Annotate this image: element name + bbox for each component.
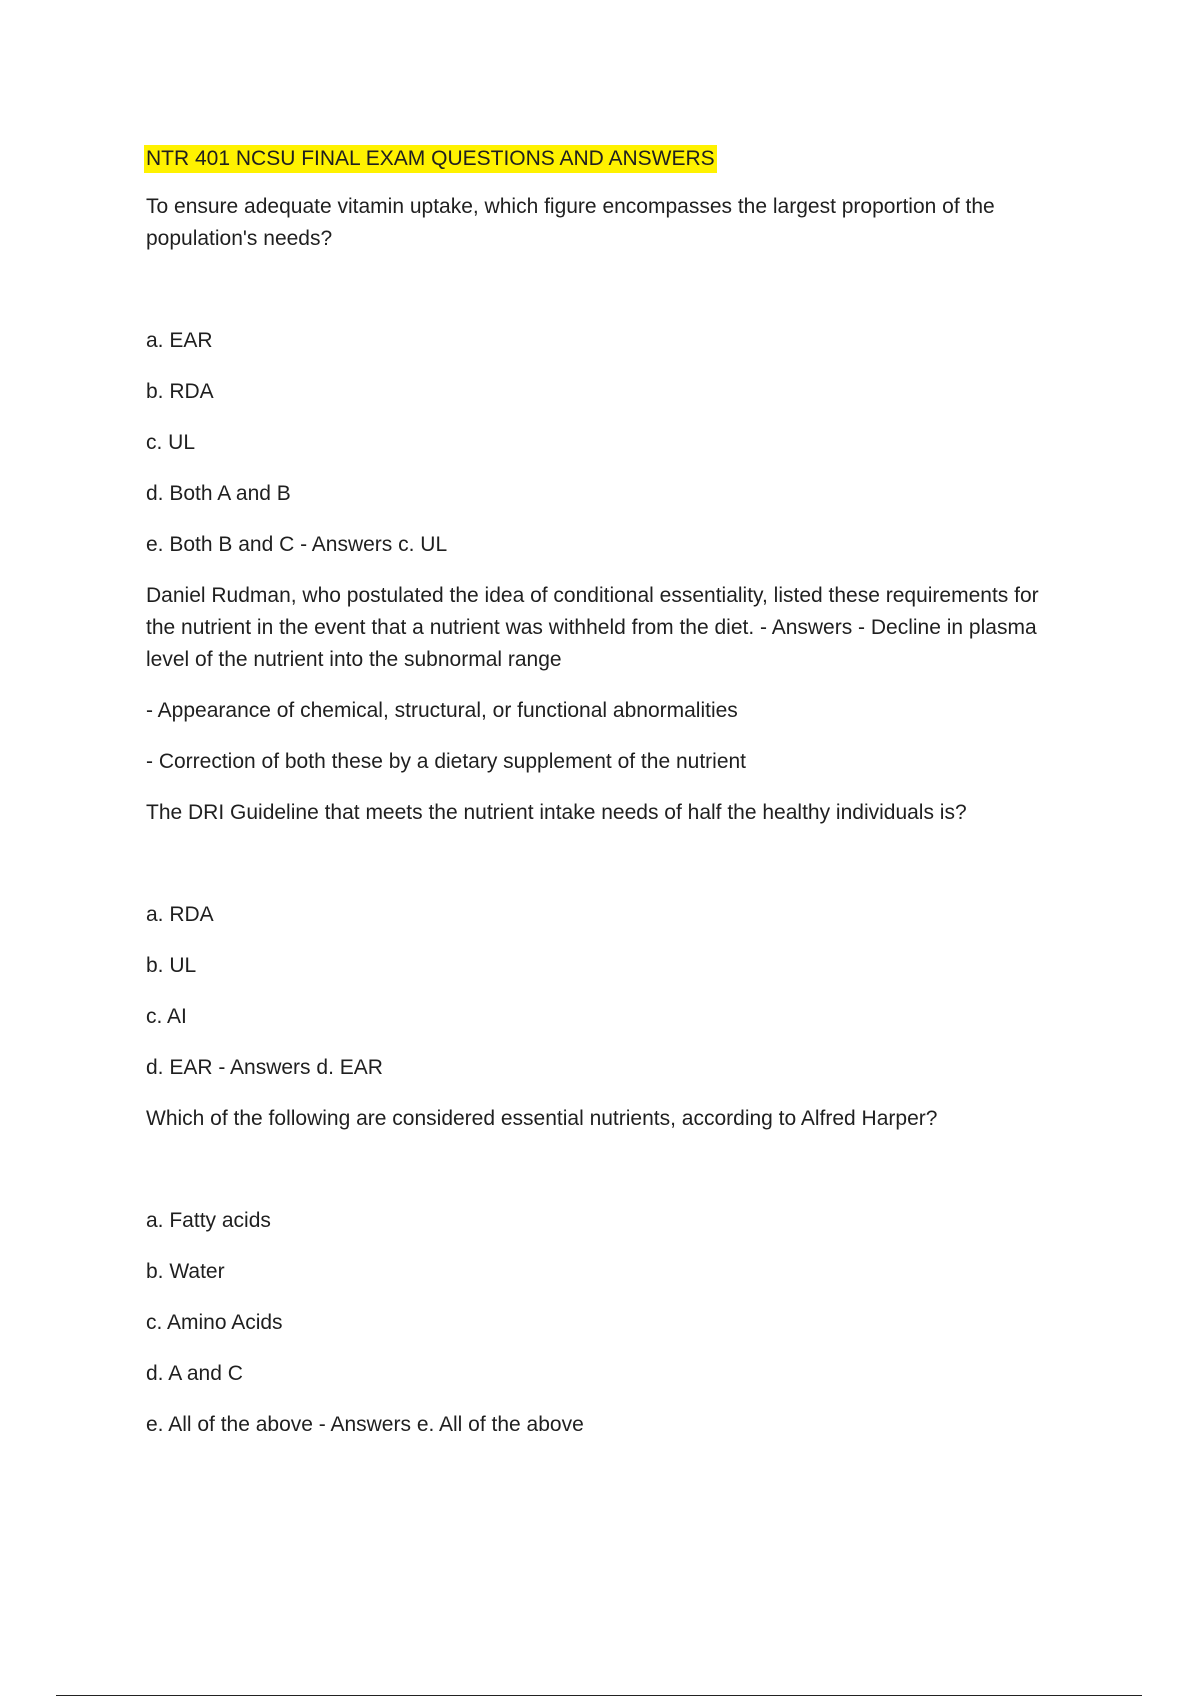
q3-option-b: b. UL	[146, 954, 197, 977]
q1-option-a: a. EAR	[146, 329, 213, 352]
question-3: The DRI Guideline that meets the nutrient intake needs of half the healthy individuals is?	[146, 801, 967, 824]
footer-divider	[56, 1695, 1142, 1696]
question-4: Which of the following are considered essential nutrients, according to Alfred Harper?	[146, 1107, 938, 1130]
q4-option-a: a. Fatty acids	[146, 1209, 271, 1232]
question-2: Daniel Rudman, who postulated the idea of conditional essentiality, listed these requirements for the nutrient in the event that a nutrient was withheld from the diet. - Answers - Decline in plasma level of the nutrient into the subnormal range	[146, 584, 1039, 671]
q3-option-c: c. AI	[146, 1005, 187, 1028]
q3-option-d: d. EAR - Answers d. EAR	[146, 1056, 383, 1079]
q4-option-d: d. A and C	[146, 1362, 243, 1385]
question-1: To ensure adequate vitamin uptake, which figure encompasses the largest proportion of the population's needs?	[146, 195, 995, 250]
q3-option-a: a. RDA	[146, 903, 214, 926]
document-page	[146, 143, 1066, 1460]
q4-option-c: c. Amino Acids	[146, 1311, 283, 1334]
q4-option-b: b. Water	[146, 1260, 225, 1283]
q1-option-d: d. Both A and B	[146, 482, 291, 505]
q2-line-1: - Appearance of chemical, structural, or functional abnormalities	[146, 699, 738, 722]
q1-option-b: b. RDA	[146, 380, 214, 403]
q4-option-e: e. All of the above - Answers e. All of the above	[146, 1413, 584, 1436]
q1-option-c: c. UL	[146, 431, 196, 454]
document-title: NTR 401 NCSU FINAL EXAM QUESTIONS AND ANSWERS	[144, 145, 717, 173]
q1-option-e: e. Both B and C - Answers c. UL	[146, 533, 448, 556]
q2-line-2: - Correction of both these by a dietary supplement of the nutrient	[146, 750, 747, 773]
